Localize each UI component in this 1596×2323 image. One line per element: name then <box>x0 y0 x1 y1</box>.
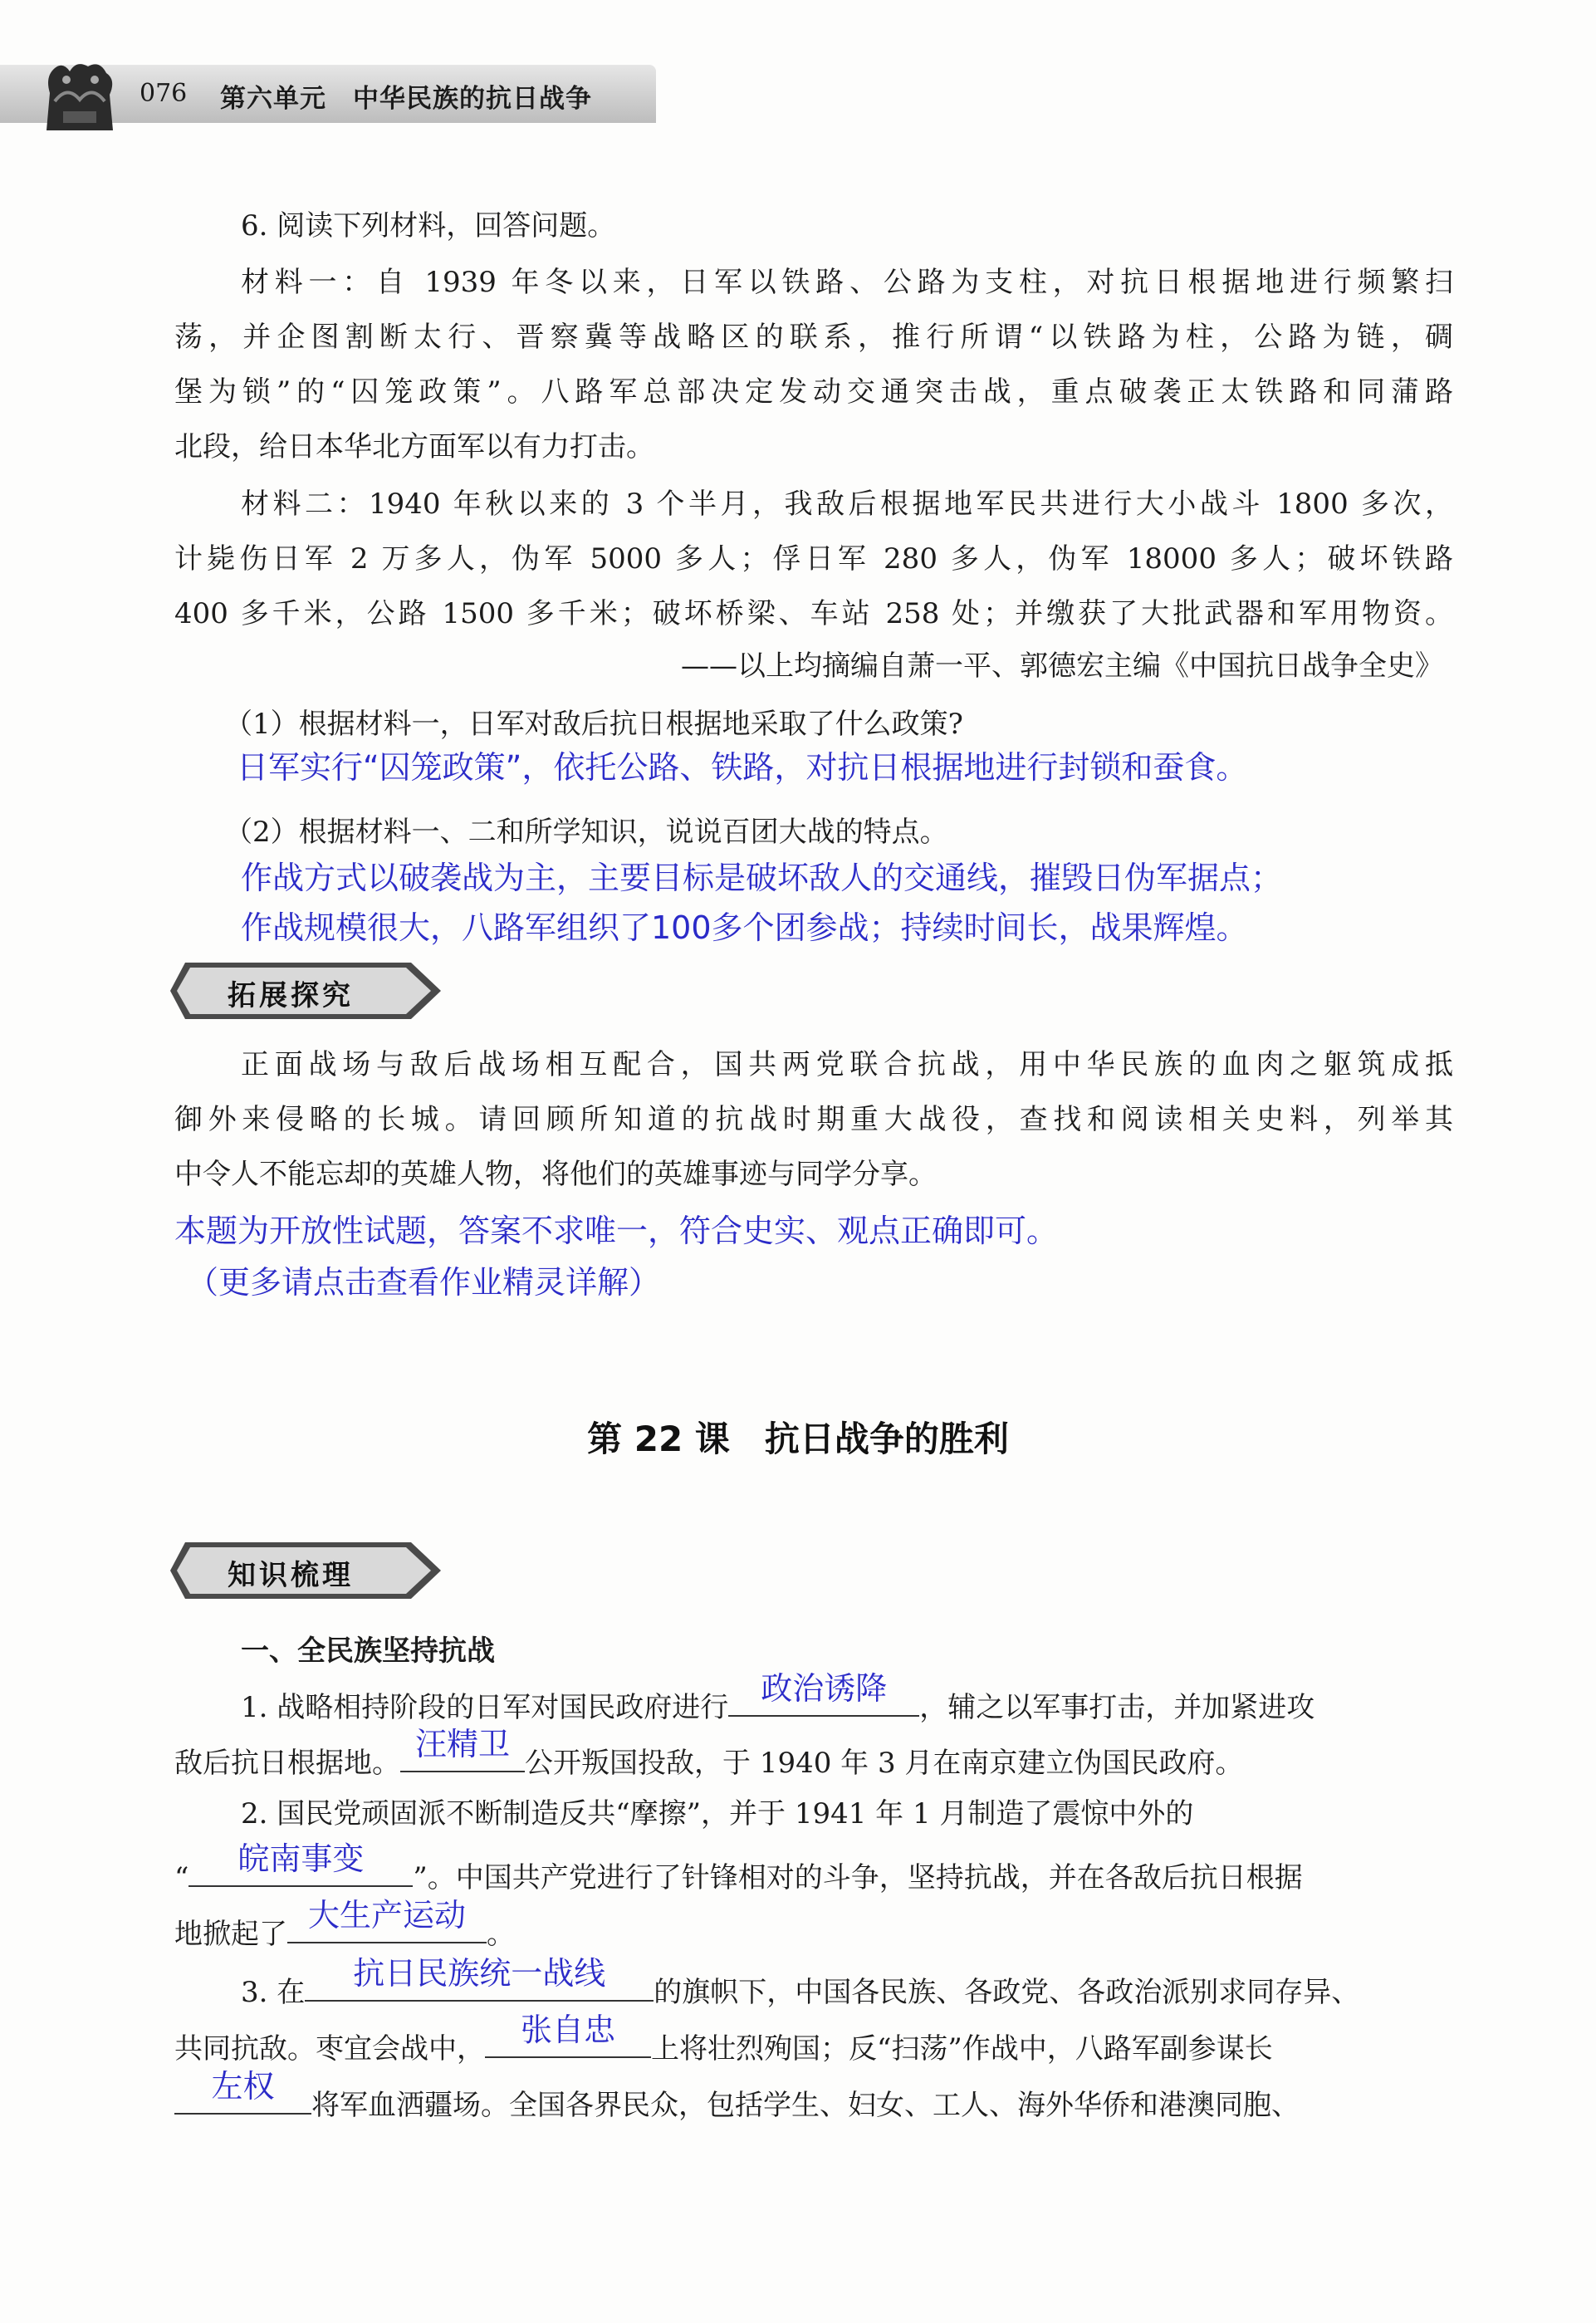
explore-text-line: 中令人不能忘却的英雄人物，将他们的英雄事迹与同学分享。 <box>174 1158 937 1191</box>
section-heading: 一、全民族坚持抗战 <box>241 1634 495 1668</box>
material2-line: 400 多千米，公路 1500 多千米；破坏桥梁、车站 258 处；并缴获了大批武器和军用物资。 <box>174 597 1453 630</box>
text-span: ”。中国共产党进行了针锋相对的斗争，坚持抗战，并在各敌后抗日根据 <box>413 1861 1303 1894</box>
paragraph-3-line3 <box>174 2068 1300 2124</box>
sub-question-2: （2）根据材料一、二和所学知识，说说百团大战的特点。 <box>224 816 948 849</box>
text-span: 敌后抗日根据地。 <box>174 1747 400 1780</box>
blank-answer: 皖南事变 <box>237 1840 365 1877</box>
explore-banner <box>170 959 444 1022</box>
fill-blank <box>287 1897 487 1943</box>
fill-blank <box>174 2068 311 2115</box>
text-span: 。 <box>487 1918 515 1951</box>
knowledge-banner <box>170 1539 444 1602</box>
text-span: 1. 战略相持阶段的日军对国民政府进行 <box>241 1691 729 1724</box>
explore-text-line: 正面战场与敌后战场相互配合，国共两党联合抗战，用中华民族的血肉之躯筑成抵 <box>241 1048 1453 1081</box>
text-span: “ <box>174 1861 189 1894</box>
fill-blank <box>728 1670 919 1717</box>
paragraph-2-line3 <box>174 1897 515 1953</box>
paragraph-1-line2 <box>174 1726 1244 1781</box>
bronze-figure-icon <box>30 51 130 143</box>
blank-answer: 政治诱降 <box>761 1670 888 1707</box>
material2-line: 计毙伤日军 2 万多人，伪军 5000 多人；俘日军 280 多人，伪军 18000 多人；破坏铁路 <box>174 542 1453 576</box>
text-span: 共同抗敌。枣宜会战中， <box>174 2032 485 2066</box>
unit-title: 第六单元 中华民族的抗日战争 <box>220 84 592 114</box>
material1-line: 北段，给日本华北方面军以有力打击。 <box>174 430 654 463</box>
explore-banner-label: 拓展探究 <box>228 979 354 1012</box>
material1-line: 材料一：自 1939 年冬以来，日军以铁路、公路为支柱，对抗日根据地进行频繁扫 <box>241 266 1453 299</box>
answer-1: 日军实行“囚笼政策”，依托公路、铁路，对抗日根据地进行封锁和蚕食。 <box>237 749 1248 786</box>
page-number: 076 <box>140 79 188 108</box>
paragraph-2-line1: 2. 国民党顽固派不断制造反共“摩擦”，并于 1941 年 1 月制造了震惊中外的 <box>241 1797 1194 1830</box>
answer-2-line: 作战方式以破袭战为主，主要目标是破坏敌人的交通线，摧毁日伪军据点； <box>241 860 1283 896</box>
lesson-title: 第 22 课 抗日战争的胜利 <box>587 1419 1009 1459</box>
paragraph-3-line1 <box>241 1955 1360 2011</box>
paragraph-2-line2 <box>174 1840 1303 1896</box>
paragraph-3-line2 <box>174 2012 1273 2067</box>
fill-blank <box>188 1840 413 1887</box>
blank-answer: 左权 <box>211 2068 275 2105</box>
text-span: 的旗帜下，中国各民族、各政党、各政治派别求同存异、 <box>654 1976 1360 2009</box>
text-span: 将军血洒疆场。全国各界民众，包括学生、妇女、工人、海外华侨和港澳同胞、 <box>311 2089 1300 2122</box>
material-source: ——以上均摘编自萧一平、郭德宏主编《中国抗日战争全史》 <box>681 649 1443 683</box>
material2-line: 材料二：1940 年秋以来的 3 个半月，我敌后根据地军民共进行大小战斗 1800 多次， <box>241 488 1453 521</box>
fill-blank <box>485 2012 651 2058</box>
paragraph-1-line1 <box>241 1670 1315 1726</box>
text-span: ，辅之以军事打击，并加紧进攻 <box>919 1691 1315 1724</box>
more-details-link[interactable]: （更多请点击查看作业精灵详解） <box>187 1264 661 1301</box>
material1-line: 荡，并企图割断太行、晋察冀等战略区的联系，推行所谓“以铁路为柱，公路为链，碉 <box>174 321 1453 354</box>
text-span: 上将壮烈殉国；反“扫荡”作战中，八路军副参谋长 <box>651 2032 1273 2066</box>
fill-blank <box>305 1955 654 2002</box>
explore-text-line: 御外来侵略的长城。请回顾所知道的抗战时期重大战役，查找和阅读相关史料，列举其 <box>174 1103 1453 1136</box>
explore-answer: 本题为开放性试题，答案不求唯一，符合史实、观点正确即可。 <box>174 1213 1059 1249</box>
text-span: 公开叛国投敌，于 1940 年 3 月在南京建立伪国民政府。 <box>525 1747 1244 1780</box>
answer-2-line: 作战规模很大，八路军组织了100多个团参战；持续时间长，战果辉煌。 <box>241 909 1248 946</box>
blank-answer: 大生产运动 <box>307 1897 466 1933</box>
material1-line: 堡为锁”的“囚笼政策”。八路军总部决定发动交通突击战，重点破袭正太铁路和同蒲路 <box>174 375 1453 409</box>
text-span: 3. 在 <box>241 1976 306 2009</box>
sub-question-1: （1）根据材料一，日军对敌后抗日根据地采取了什么政策? <box>224 708 963 741</box>
fill-blank <box>400 1726 525 1772</box>
blank-answer: 汪精卫 <box>414 1726 510 1762</box>
question-6-title: 6. 阅读下列材料，回答问题。 <box>241 209 616 243</box>
knowledge-banner-label: 知识梳理 <box>228 1559 354 1592</box>
blank-answer: 张自忠 <box>520 2012 615 2048</box>
blank-answer: 抗日民族统一战线 <box>353 1955 606 1992</box>
text-span: 地掀起了 <box>174 1918 287 1951</box>
